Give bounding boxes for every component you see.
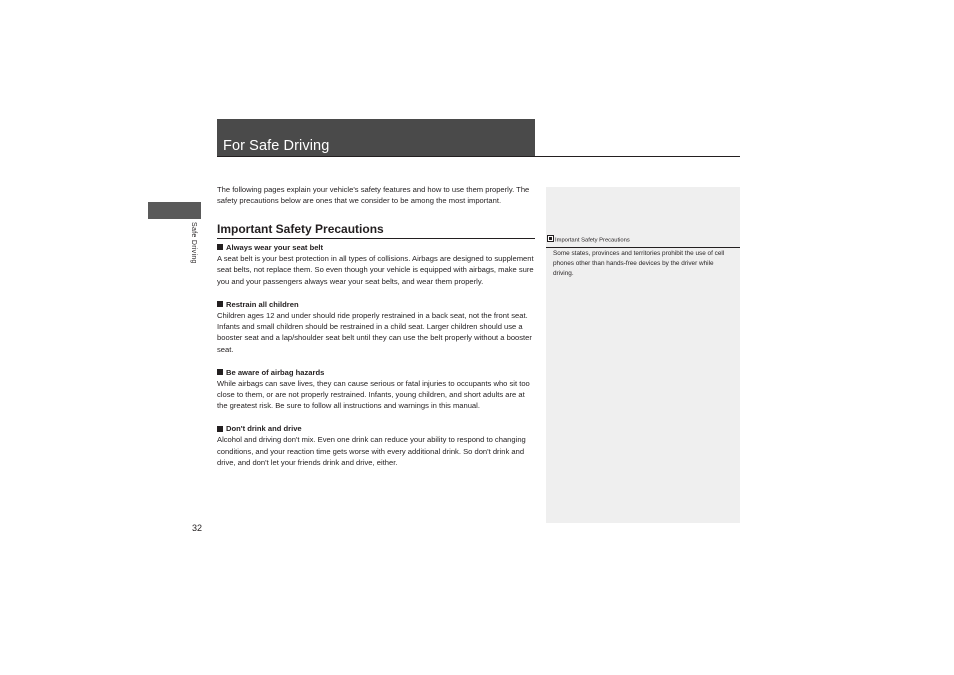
- square-bullet-icon: [217, 426, 223, 432]
- page-title: For Safe Driving: [223, 138, 330, 154]
- precaution-item: [217, 242, 535, 287]
- page-title-bar: [217, 119, 535, 156]
- sidebar-notes: [546, 187, 740, 523]
- precaution-heading: [217, 367, 535, 378]
- precaution-heading-text: Always wear your seat belt: [226, 242, 324, 252]
- chapter-tab-label: Safe Driving: [190, 222, 197, 264]
- precaution-heading: [217, 299, 535, 310]
- precaution-item: [217, 299, 535, 356]
- precaution-body: While airbags can save lives, they can cause serious or fatal injuries to occupants who sit too close to them, or are not properly restrained. Infants, young children, and short adults are at the greatest risk. Be sure to follow all instructions and warnings in this manual.: [217, 378, 530, 411]
- note-body: Some states, provinces and territories prohibit the use of cell phones other than hands-free devices by the driver while driving.: [553, 250, 725, 277]
- square-bullet-icon: [217, 301, 223, 307]
- note-reference-icon: [547, 235, 554, 242]
- precaution-item: [217, 423, 535, 468]
- precaution-heading: [217, 242, 535, 253]
- page-number: 32: [192, 523, 203, 533]
- precaution-item: [217, 367, 535, 412]
- note-heading: [546, 235, 740, 248]
- chapter-tab: [148, 202, 201, 219]
- precaution-heading-text: Restrain all children: [226, 299, 299, 309]
- precaution-heading: [217, 423, 535, 434]
- precaution-body: Children ages 12 and under should ride properly restrained in a back seat, not the front seat. Infants and small children should be restrained in a child seat. Larger children should use a booster seat and a lap/shoulder seat belt until they can use the belt properly without a booster seat.: [217, 310, 532, 354]
- intro-paragraph: The following pages explain your vehicle's safety features and how to use them properly. The safety precautions below are ones that we consider to be among the most important.: [217, 185, 530, 206]
- precaution-body: Alcohol and driving don't mix. Even one drink can reduce your ability to respond to changing conditions, and your reaction time gets worse with every additional drink. So don't drink and drive, and don't let your friends drink and drive, either.: [217, 435, 526, 468]
- section-heading: Important Safety Precautions: [217, 222, 535, 239]
- title-divider: [217, 156, 740, 157]
- precaution-body: A seat belt is your best protection in all types of collisions. Airbags are designed to supplement seat belts, not replace them. So even though your vehicle is equipped with airbags, make sure you and your passengers always wear your seat belts, and wear them properly.: [217, 253, 534, 286]
- precaution-heading-text: Be aware of airbag hazards: [226, 367, 325, 377]
- square-bullet-icon: [217, 244, 223, 250]
- square-bullet-icon: [217, 369, 223, 375]
- note-heading-text: Important Safety Precautions: [555, 237, 630, 244]
- main-content: [217, 184, 535, 469]
- precaution-heading-text: Don't drink and drive: [226, 424, 302, 434]
